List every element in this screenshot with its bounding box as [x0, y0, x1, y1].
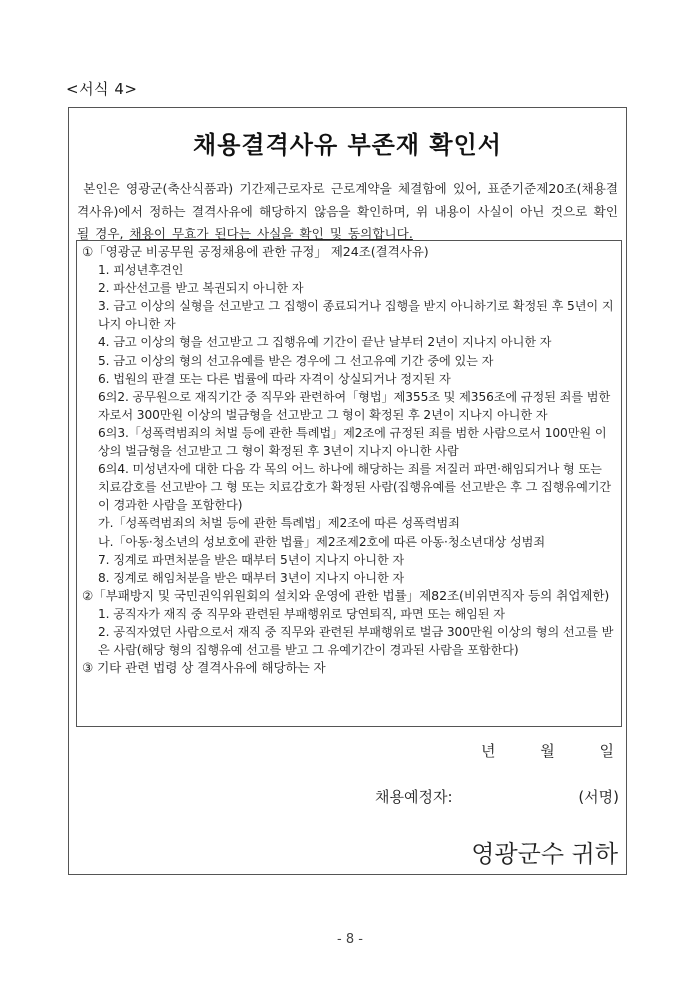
list-item: 6. 법원의 판결 또는 다른 법률에 따라 자격이 상실되거나 정지된 자 — [98, 371, 451, 386]
list-item: 1. 피성년후견인 — [98, 263, 184, 278]
intro-underlined-text: 채용이 무효가 된다는 사실을 확인 및 동의합니다. — [129, 226, 413, 241]
list-item: 2. 파산선고를 받고 복권되지 아니한 자 — [98, 281, 304, 296]
disqualification-list-box — [76, 240, 622, 727]
list-item: 4. 금고 이상의 형을 선고받고 그 집행유예 기간이 끝난 날부터 2년이 지나지 아니한 자 — [98, 335, 552, 350]
list-item: 6의2. 공무원으로 재직기간 중 직무와 관련하여「형법」제355조 및 제356조에 규정된 죄를 범한 자로서 300만원 이상의 벌금형을 선고받고 그 형이 확정된 후 2년이 지나지 아니한 자 — [98, 389, 611, 422]
date-year-label: 년 — [480, 742, 496, 760]
section-heading-1: ①「영광군 비공무원 공정채용에 관한 규정」 제24조(결격사유) — [82, 244, 429, 259]
list-item: 2. 공직자였던 사람으로서 재직 중 직무와 관련된 부패행위로 벌금 300만원 이상의 형의 선고를 받은 사람(해당 형의 집행유예 선고를 받고 그 유예기간이 경과된 사람을 포함한다) — [98, 624, 614, 658]
date-month-label: 월 — [540, 742, 555, 760]
list-item: 6의3.「성폭력범죄의 처벌 등에 관한 특례법」제2조에 규정된 죄를 범한 사람으로서 100만원 이상의 벌금형을 선고받고 그 형이 확정된 후 3년이 지나지 아니한 사람 — [98, 425, 607, 459]
list-subitem: 가.「성폭력범죄의 처벌 등에 관한 특례법」제2조에 따른 성폭력범죄 — [98, 516, 460, 531]
section-heading-3: ③ 기타 관련 법령 상 결격사유에 해당하는 자 — [82, 660, 326, 676]
addressee: 영광군수 귀하 — [471, 840, 618, 868]
document-title: 채용결격사유 부존재 확인서 — [193, 131, 502, 159]
list-item: 6의4. 미성년자에 대한 다음 각 목의 어느 하나에 해당하는 죄를 저질러 파면·해임되거나 형 또는 치료감호를 선고받아 그 형 또는 치료감호가 확정된 사람(집행유예를 선고받은 후 그 집행유예기간이 경과한 사람을 포함한다) — [98, 462, 612, 513]
signature-mark: (서명) — [578, 788, 619, 806]
signer-label: 채용예정자: — [375, 788, 453, 806]
intro-paragraph — [77, 178, 618, 246]
section-heading-2: ②「부패방지 및 국민권익위원회의 설치와 운영에 관한 법률」제82조(비위면직자 등의 취업제한) — [82, 587, 610, 603]
intro-text: 본인은 영광군(축산식품과) 기간제근로자로 근로계약을 체결함에 있어, 표준기준제20조(채용결격사유)에서 정하는 결격사유에 해당하지 않음을 확인하며, 위 내용이 사실이 아닌 것으로 확인될 경우, — [77, 181, 618, 241]
list-item: 5. 금고 이상의 형의 선고유예를 받은 경우에 그 선고유예 기간 중에 있는 자 — [98, 353, 494, 368]
list-item: 7. 징계로 파면처분을 받은 때부터 5년이 지나지 아니한 자 — [98, 552, 405, 567]
document-frame — [68, 107, 627, 875]
form-label: <서식 4> — [66, 80, 138, 98]
date-line — [441, 740, 614, 761]
list-item: 8. 징계로 해임처분을 받은 때부터 3년이 지나지 아니한 자 — [98, 570, 405, 585]
list-subitem: 나.「아동·청소년의 성보호에 관한 법률」제2조제2호에 따른 아동·청소년대상 성범죄 — [98, 534, 545, 549]
date-day-label: 일 — [599, 742, 614, 760]
list-item: 1. 공직자가 재직 중 직무와 관련된 부패행위로 당연퇴직, 파면 또는 해임된 자 — [98, 606, 505, 621]
list-item: 3. 금고 이상의 실형을 선고받고 그 집행이 종료되거나 집행을 받지 아니하기로 확정된 후 5년이 지나지 아니한 자 — [98, 299, 614, 332]
page-number: - 8 - — [337, 932, 363, 947]
